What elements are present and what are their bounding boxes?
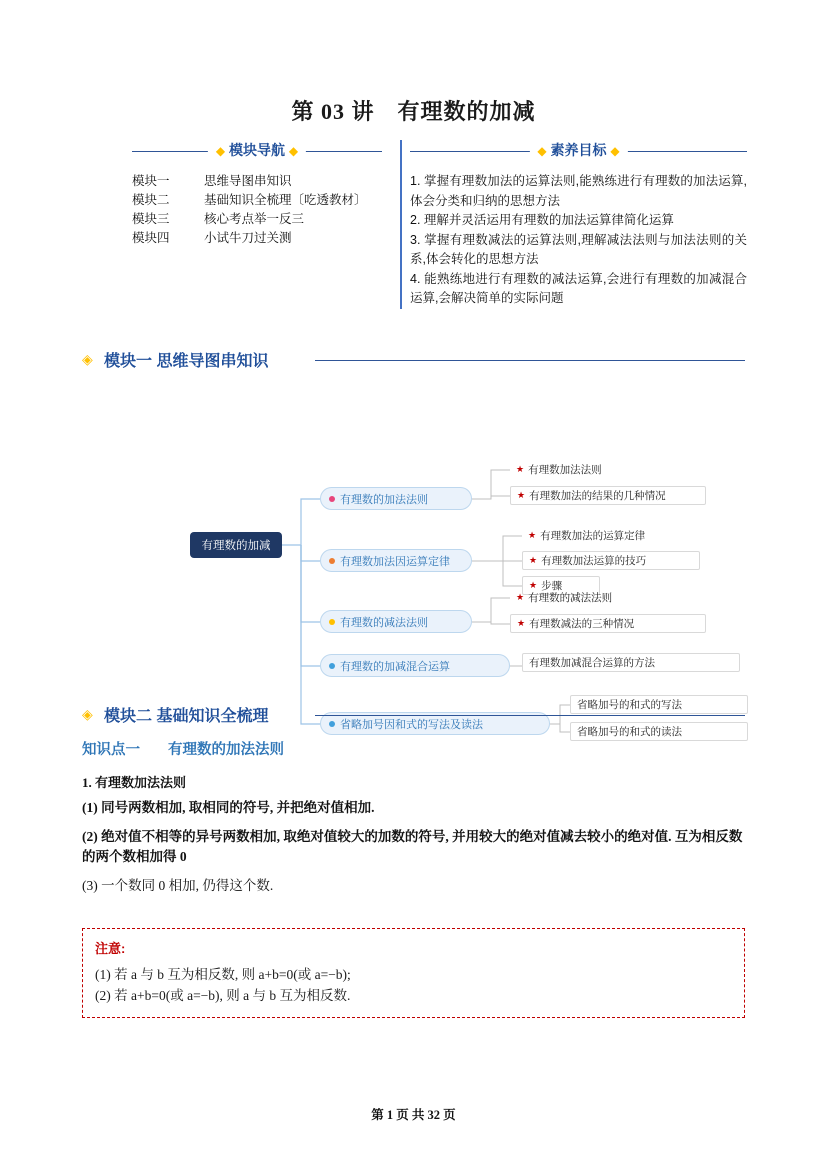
note-line: (2) 若 a+b=0(或 a=−b), 则 a 与 b 互为相反数.: [95, 988, 351, 1003]
list-item: [132, 172, 382, 191]
section-heading-module-two: [82, 703, 745, 725]
module-nav-panel: [132, 140, 382, 248]
mindmap-leaf: [510, 486, 706, 505]
star-icon: ★: [529, 555, 538, 565]
module-key: 模块三: [132, 212, 170, 226]
mindmap-root: 有理数的加减: [190, 532, 282, 558]
module-key: 模块一: [132, 174, 170, 188]
rule-item-text: (3) 一个数同 0 相加, 仍得这个数.: [82, 878, 274, 893]
module-value: 核心考点举一反三: [204, 212, 305, 226]
list-item: [132, 210, 382, 229]
star-icon: ★: [528, 530, 537, 540]
knowledge-point-label: 知识点一: [82, 742, 140, 758]
bullet-dot-icon: [329, 496, 335, 502]
rule-item: [82, 798, 745, 818]
page-title: 第 03 讲 有理数的加减: [291, 99, 536, 124]
goals-heading: [410, 140, 747, 164]
divider: [315, 360, 745, 361]
star-icon: ★: [517, 490, 526, 500]
mindmap-leaf: [510, 614, 706, 633]
diamond-icon: ◈: [82, 351, 93, 367]
leaf-label: 有理数加法的运算定律: [540, 530, 646, 542]
mindmap-leaf: [522, 551, 700, 570]
branch-label: 省略加号因和式的写法及读法: [340, 718, 483, 731]
divider: [315, 715, 745, 716]
mindmap-leaf: [510, 460, 608, 479]
rule-item: [82, 876, 745, 896]
star-icon: ★: [517, 618, 526, 628]
diamond-icon: ◆: [537, 144, 547, 158]
section-heading-module-one: [82, 348, 745, 370]
star-icon: ★: [529, 580, 538, 590]
branch-label: 有理数加法因运算定律: [340, 555, 450, 568]
mindmap-branch-4: [320, 654, 510, 677]
list-item: 3. 掌握有理数减法的运算法则,理解减法法则与加法法则的关系,体会转化的思想方法: [410, 232, 747, 266]
branch-label: 有理数的加减混合运算: [340, 660, 450, 673]
top-panels: [82, 140, 745, 325]
bullet-dot-icon: [329, 663, 335, 669]
module-nav-list: [132, 172, 382, 248]
note-box: [82, 928, 745, 1018]
mindmap-branch-1: [320, 487, 472, 510]
module-value: 思维导图串知识: [204, 174, 292, 188]
note-line: (1) 若 a 与 b 互为相反数, 则 a+b=0(或 a=−b);: [95, 967, 351, 982]
branch-label: 有理数的加法法则: [340, 493, 428, 506]
diamond-icon: ◈: [82, 706, 93, 722]
mindmap-leaf: [522, 653, 740, 672]
list-item: 1. 掌握有理数加法的运算法则,能熟练进行有理数的加法运算,体会分类和归纳的思想方法: [410, 174, 747, 208]
leaf-label: 有理数减法的三种情况: [529, 618, 635, 630]
knowledge-point-name: 有理数的加法法则: [168, 742, 285, 758]
section-two-label: 模块二 基础知识全梳理: [104, 708, 269, 725]
section-one-label: 模块一 思维导图串知识: [104, 353, 269, 370]
module-nav-heading-label: 模块导航: [229, 142, 285, 158]
list-item: 2. 理解并灵活运用有理数的加法运算律简化运算: [410, 213, 674, 227]
bullet-dot-icon: [329, 619, 335, 625]
branch-label: 有理数的减法法则: [340, 616, 428, 629]
list-item: 4. 能熟练地进行有理数的减法运算,会进行有理数的加减混合运算,会解决简单的实际问题: [410, 271, 747, 305]
goals-list: [410, 172, 747, 309]
module-value: 基础知识全梳理〔吃透教材〕: [204, 193, 367, 207]
mindmap-leaf: [510, 588, 618, 607]
goals-panel: [400, 140, 747, 309]
module-key: 模块二: [132, 193, 170, 207]
leaf-label: 有理数的减法法则: [528, 592, 613, 604]
rules-title: 1. 有理数加法法则: [82, 775, 187, 790]
star-icon: ★: [516, 464, 525, 474]
page-footer: 第 1 页 共 32 页: [371, 1108, 456, 1122]
rule-item-text: (1) 同号两数相加, 取相同的符号, 并把绝对值相加.: [82, 800, 375, 815]
module-nav-heading: [132, 140, 382, 164]
bullet-dot-icon: [329, 558, 335, 564]
knowledge-point-heading: [82, 738, 284, 759]
leaf-label: 有理数加法的结果的几种情况: [529, 490, 666, 502]
mindmap-branch-2: [320, 549, 472, 572]
goals-heading-label: 素养目标: [550, 142, 607, 158]
diamond-icon: ◆: [610, 144, 620, 158]
mindmap-leaf: [522, 526, 651, 545]
note-title: 注意:: [95, 941, 126, 956]
leaf-label: 有理数加法法则: [528, 464, 602, 476]
list-item: [132, 229, 382, 248]
leaf-label: 省略加号的和式的读法: [577, 726, 682, 738]
leaf-label: 有理数加法运算的技巧: [541, 555, 647, 567]
rule-item: [82, 827, 745, 867]
mindmap-branch-3: [320, 610, 472, 633]
rules-list: [82, 798, 745, 905]
leaf-label: 有理数加减混合运算的方法: [529, 657, 655, 669]
rule-item-text: (2) 绝对值不相等的异号两数相加, 取绝对值较大的加数的符号, 并用较大的绝对值减去较小的绝对值. 互为相反数的两个数相加得 0: [82, 829, 743, 864]
list-item: [132, 191, 382, 210]
module-value: 小试牛刀过关测: [204, 231, 292, 245]
diamond-icon: ◆: [215, 144, 226, 158]
leaf-label: 省略加号的和式的写法: [577, 699, 682, 711]
leaf-label: 步骤: [541, 580, 563, 592]
diamond-icon: ◆: [288, 144, 299, 158]
module-key: 模块四: [132, 231, 170, 245]
star-icon: ★: [516, 592, 525, 602]
